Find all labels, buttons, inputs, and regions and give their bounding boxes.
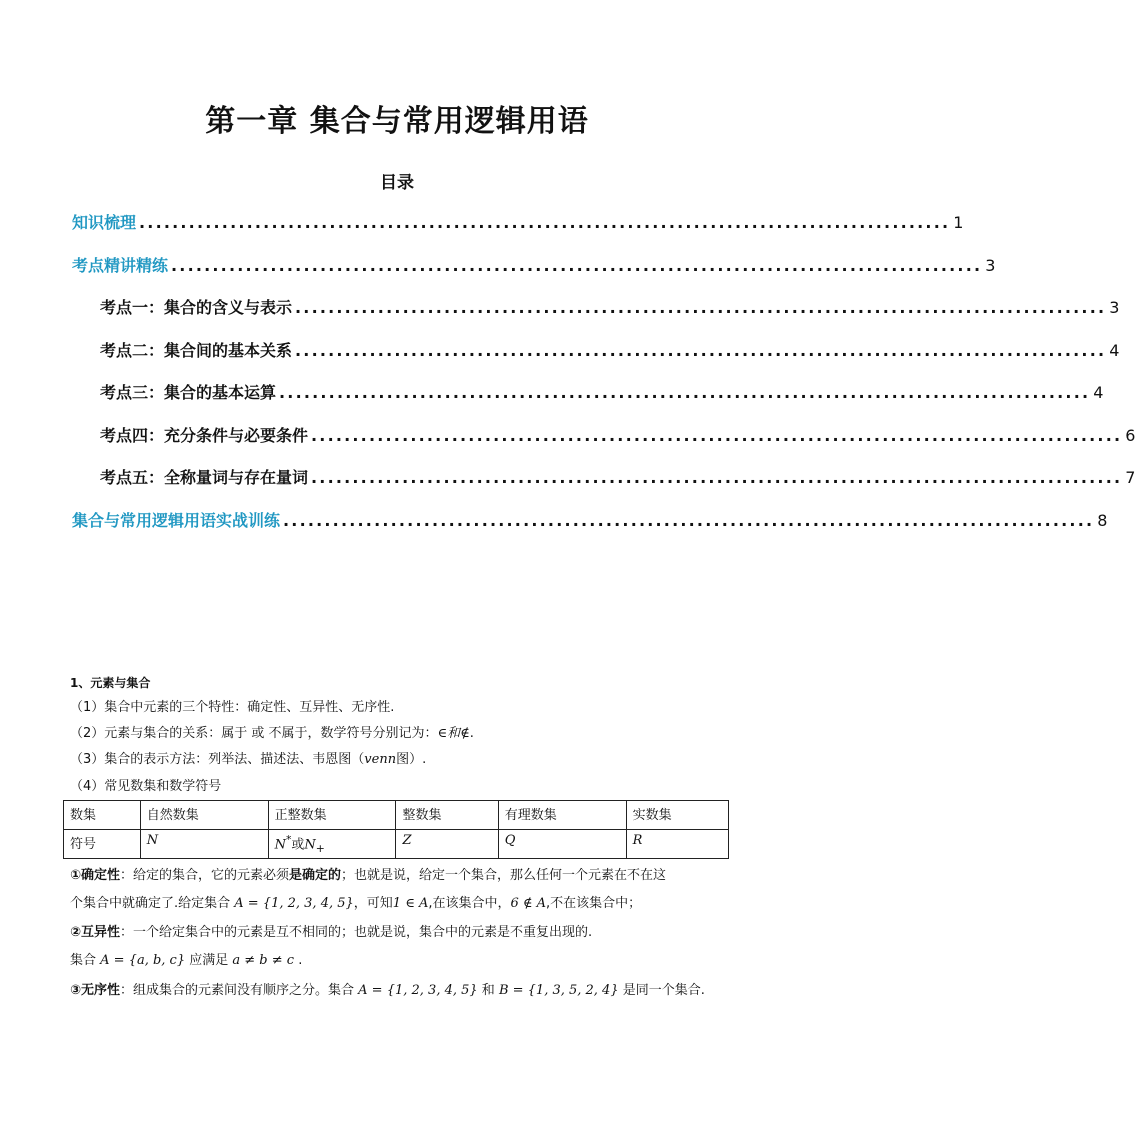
table-row xyxy=(64,801,729,830)
table-cell: 实数集 xyxy=(626,801,728,830)
toc-entry-label[interactable]: 考点二：集合间的基本关系 xyxy=(100,341,293,360)
toc-entry[interactable] xyxy=(100,338,1120,364)
list-item-text: （2）元素与集合的关系：属于 或 不属于，数学符号分别记为： xyxy=(70,726,438,741)
term-bold: 是确定的 xyxy=(289,868,342,883)
table-cell xyxy=(396,830,498,859)
toc-entry[interactable] xyxy=(100,295,1120,321)
table-cell: 有理数集 xyxy=(498,801,626,830)
toc-page-number: 6 xyxy=(1125,426,1135,445)
toc-entry-label[interactable]: 考点四：充分条件与必要条件 xyxy=(100,426,309,445)
toc-entry[interactable] xyxy=(100,465,1135,491)
table-row xyxy=(64,830,729,859)
toc-leader-dots: .................................................................................................. xyxy=(311,468,1123,487)
paragraph-determinacy-cont xyxy=(70,892,641,911)
paragraph-text: 是同一个集合. xyxy=(618,983,705,998)
term-bold: ②互异性 xyxy=(70,925,121,940)
table-cell xyxy=(268,830,396,859)
paragraph-unordered xyxy=(70,979,705,998)
toc-entry[interactable] xyxy=(72,253,996,279)
toc-page-number: 8 xyxy=(1097,511,1108,530)
toc-page-number: 3 xyxy=(1109,298,1120,317)
symbol-positive-int-alt: N xyxy=(304,837,316,853)
math-expr: 1 ∈ A xyxy=(392,896,429,911)
toc-leader-dots: .................................................................................................. xyxy=(311,426,1123,445)
paragraph-text: 应满足 xyxy=(185,953,233,968)
toc-leader-dots: .................................................................................................. xyxy=(295,341,1107,360)
toc-leader-dots: .................................................................................................. xyxy=(295,298,1107,317)
math-expr: a ≠ b ≠ c xyxy=(232,953,295,968)
subscript-plus: + xyxy=(315,841,325,855)
symbol-real: R xyxy=(632,833,643,848)
toc-page-number: 4 xyxy=(1093,383,1104,402)
math-set: B = {1, 3, 5, 2, 4} xyxy=(498,983,619,998)
paragraph-text: 个集合中就确定了.给定集合 xyxy=(70,896,235,911)
paragraph-determinacy xyxy=(70,864,666,883)
document-title: 第一章 集合与常用逻辑用语 xyxy=(205,104,589,139)
paragraph-text: . xyxy=(294,953,303,968)
paragraph-text: ，可知 xyxy=(353,896,393,911)
paragraph-text: ：组成集合的元素间没有顺序之分。集合 xyxy=(120,983,359,998)
toc-entry-label[interactable]: 考点一：集合的含义与表示 xyxy=(100,298,293,317)
math-set: A = {1, 2, 3, 4, 5} xyxy=(358,983,478,998)
term-bold: ①确定性 xyxy=(70,868,121,883)
toc-leader-dots: .................................................................................................. xyxy=(279,383,1091,402)
table-cell: 自然数集 xyxy=(140,801,268,830)
symbol-integer: Z xyxy=(402,833,412,848)
math-term: venn xyxy=(364,752,397,767)
table-cell: 正整数集 xyxy=(268,801,396,830)
paragraph-text: ：一个给定集合中的元素是互不相同的；也就是说，集合中的元素是不重复出现的. xyxy=(120,925,593,940)
list-item xyxy=(70,748,426,767)
toc-page-number: 7 xyxy=(1125,468,1135,487)
superscript-star: * xyxy=(285,833,292,846)
paragraph-text: ；也就是说，给定一个集合，那么任何一个元素在不在这 xyxy=(341,868,667,883)
toc-page-number: 4 xyxy=(1109,341,1120,360)
math-set: A = {a, b, c} xyxy=(100,953,186,968)
paragraph-text: ,不在该集合中； xyxy=(546,896,642,911)
toc-entry-label[interactable]: 考点精讲精练 xyxy=(72,256,169,275)
toc-entry-label[interactable]: 集合与常用逻辑用语实战训练 xyxy=(72,511,281,530)
math-symbols: ∈和∉ xyxy=(437,726,470,741)
list-item-text: （3）集合的表示方法：列举法、描述法、韦恩图（ xyxy=(70,752,365,767)
table-cell: 整数集 xyxy=(396,801,498,830)
symbol-rational: Q xyxy=(504,833,516,848)
math-expr: 6 ∉ A xyxy=(510,896,547,911)
table-cell xyxy=(626,830,728,859)
list-item: （4）常见数集和数学符号 xyxy=(70,779,222,794)
math-set: A = {1, 2, 3, 4, 5} xyxy=(234,896,354,911)
or-text: 或 xyxy=(291,837,305,853)
list-item-text: . xyxy=(469,726,474,741)
paragraph-text: 和 xyxy=(477,983,499,998)
toc-entry[interactable] xyxy=(100,423,1135,449)
toc-leader-dots: .................................................................................................. xyxy=(139,213,951,232)
toc-entry[interactable] xyxy=(72,508,1108,534)
symbol-natural: N xyxy=(146,833,159,848)
list-item: （1）集合中元素的三个特性：确定性、互异性、无序性. xyxy=(70,700,395,715)
toc-entry[interactable] xyxy=(72,210,964,236)
toc-entry-label[interactable]: 考点三：集合的基本运算 xyxy=(100,383,277,402)
list-item-text: 图）. xyxy=(396,752,427,767)
toc-page-number: 1 xyxy=(953,213,964,232)
paragraph-distinctness xyxy=(70,921,592,940)
paragraph-text: ,在该集合中， xyxy=(428,896,511,911)
toc-entry-label[interactable]: 考点五：全称量词与存在量词 xyxy=(100,468,309,487)
section-heading: 1、元素与集合 xyxy=(70,676,151,690)
table-cell xyxy=(498,830,626,859)
table-cell: 数集 xyxy=(64,801,141,830)
paragraph-distinctness-cont xyxy=(70,949,302,968)
toc-entry-label[interactable]: 知识梳理 xyxy=(72,213,137,232)
toc-page-number: 3 xyxy=(985,256,996,275)
list-item xyxy=(70,722,474,741)
toc-leader-dots: .................................................................................................. xyxy=(171,256,983,275)
symbol-positive-int: N xyxy=(274,837,286,853)
toc-leader-dots: .................................................................................................. xyxy=(283,511,1095,530)
table-cell: 符号 xyxy=(64,830,141,859)
table-cell xyxy=(140,830,268,859)
paragraph-text: 集合 xyxy=(70,953,101,968)
toc-heading: 目录 xyxy=(380,173,414,193)
term-bold: ③无序性 xyxy=(70,983,121,998)
paragraph-text: ：给定的集合，它的元素必须 xyxy=(120,868,290,883)
toc-entry[interactable] xyxy=(100,380,1104,406)
number-sets-table xyxy=(63,800,729,859)
